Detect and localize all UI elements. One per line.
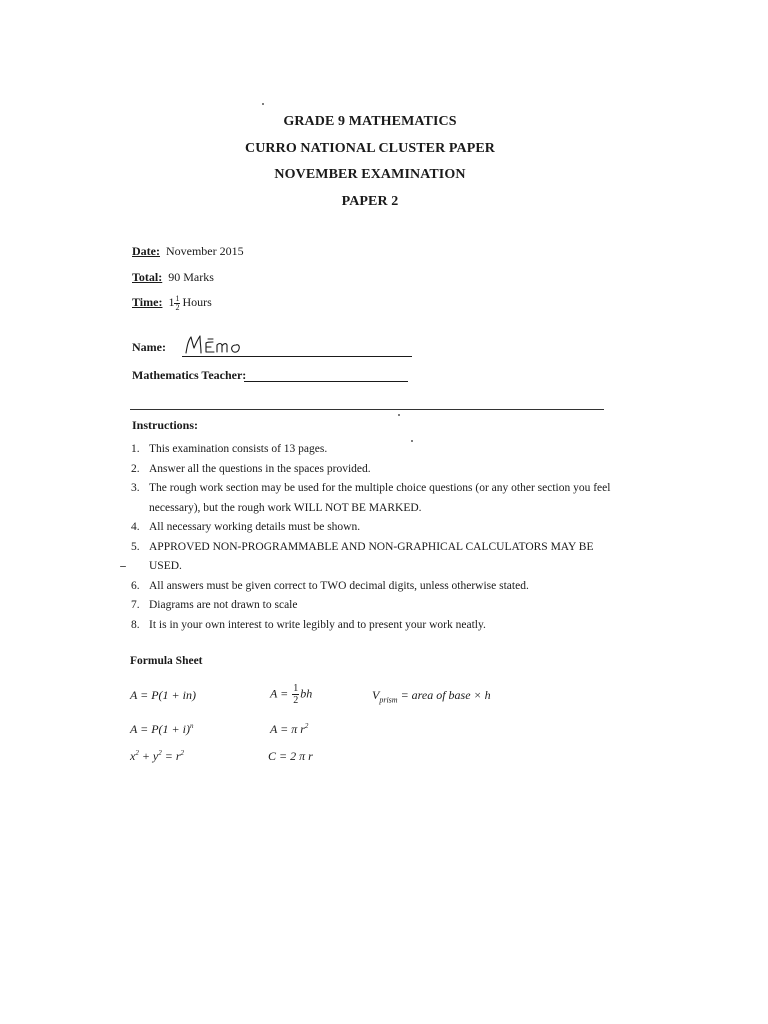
title-subject: GRADE 9 MATHEMATICS xyxy=(283,114,457,129)
compound-interest-exponent: n xyxy=(189,722,194,730)
total-value: 90 Marks xyxy=(168,269,214,284)
circle-area-exponent: 2 xyxy=(304,722,309,730)
prism-volume-subscript: prism xyxy=(379,695,398,705)
name-row xyxy=(132,340,422,360)
list-item xyxy=(131,577,621,597)
triangle-area-denominator: 2 xyxy=(293,695,299,706)
total-label: Total: xyxy=(132,269,163,284)
triangle-area-prefix: A = xyxy=(270,686,289,701)
prism-volume-symbol: V xyxy=(372,688,380,702)
instructions-heading: Instructions: xyxy=(132,418,199,432)
teacher-label: Mathematics Teacher: xyxy=(132,368,247,382)
scan-speck xyxy=(398,414,400,416)
section-divider xyxy=(130,409,604,410)
list-item xyxy=(131,440,621,460)
triangle-area-numerator: 1 xyxy=(293,683,299,694)
formula-circle-area xyxy=(270,722,308,737)
triangle-area-suffix: bh xyxy=(300,686,313,701)
compound-interest-base: A = P(1 + i) xyxy=(130,722,190,736)
instruction-text: The rough work section may be used for the multiple choice questions (or any other section you feel necessary), but the rough work WILL NOT BE MARKED. xyxy=(149,482,611,514)
teacher-row xyxy=(132,368,422,388)
instruction-number: 3. xyxy=(131,482,140,494)
list-item xyxy=(131,596,621,616)
instruction-number: 8. xyxy=(131,618,140,631)
instruction-number: 4. xyxy=(131,521,140,533)
instruction-text: It is in your own interest to write legibly and to present your work neatly. xyxy=(149,618,486,631)
title-examination: NOVEMBER EXAMINATION xyxy=(274,167,466,182)
formula-simple-interest: A = P(1 + in) xyxy=(130,688,196,702)
formula-sheet-heading: Formula Sheet xyxy=(130,655,203,667)
circle-eq-x: x xyxy=(130,749,136,763)
circle-eq-y: + y xyxy=(138,749,159,763)
circle-eq-r-exp: 2 xyxy=(180,749,185,757)
list-item xyxy=(131,538,621,577)
name-underline xyxy=(182,356,412,357)
instruction-text: Diagrams are not drawn to scale xyxy=(149,599,298,611)
formula-circumference: C = 2 π r xyxy=(268,749,313,763)
circle-area-base: A = π r xyxy=(270,722,305,736)
instruction-number: 1. xyxy=(131,443,140,455)
time-unit: Hours xyxy=(182,295,212,309)
time-label: Time: xyxy=(132,295,163,309)
title-paper-name: CURRO NATIONAL CLUSTER PAPER xyxy=(244,140,496,156)
prism-volume-expression: = area of base × h xyxy=(397,688,491,702)
formula-triangle-area xyxy=(270,683,312,706)
instruction-text: All answers must be given correct to TWO decimal digits, unless otherwise stated. xyxy=(149,579,529,592)
date-row xyxy=(132,244,244,270)
list-item xyxy=(131,479,621,518)
handwritten-name xyxy=(184,334,254,356)
instruction-text: All necessary working details must be shown. xyxy=(149,521,361,533)
time-fraction-denominator: 2 xyxy=(175,303,180,312)
formula-compound-interest xyxy=(130,722,193,737)
time-row xyxy=(132,295,244,321)
instruction-number: 6. xyxy=(131,579,140,592)
formula-circle-equation xyxy=(130,749,184,764)
list-item xyxy=(131,616,621,636)
instruction-number: 2. xyxy=(131,462,140,475)
list-item xyxy=(131,460,621,480)
scan-speck xyxy=(411,440,413,442)
formula-prism-volume xyxy=(372,688,491,704)
instruction-number: 7. xyxy=(131,599,140,611)
time-fraction-numerator: 1 xyxy=(175,294,180,303)
name-label: Name: xyxy=(132,340,166,354)
total-row xyxy=(132,270,244,296)
date-label: Date: xyxy=(132,244,160,258)
time-fraction xyxy=(174,295,180,312)
circle-eq-r: = r xyxy=(161,749,181,763)
instruction-number: 5. xyxy=(131,540,140,553)
instruction-text: This examination consists of 13 pages. xyxy=(149,443,328,455)
circle-eq-x-exp: 2 xyxy=(135,749,139,757)
title-paper-number: PAPER 2 xyxy=(341,193,399,209)
exam-meta xyxy=(132,244,244,321)
teacher-underline xyxy=(244,381,408,382)
list-item xyxy=(131,518,621,538)
date-value: November 2015 xyxy=(165,244,244,258)
instruction-text: Answer all the questions in the spaces provided. xyxy=(149,462,371,475)
scan-speck xyxy=(262,103,264,105)
circle-eq-y-exp: 2 xyxy=(158,749,162,757)
time-whole: 1 xyxy=(168,295,175,309)
scan-speck xyxy=(120,566,126,567)
instructions-list xyxy=(131,440,621,635)
title-block xyxy=(0,112,740,218)
triangle-area-fraction xyxy=(292,683,299,706)
instruction-text: APPROVED NON-PROGRAMMABLE AND NON-GRAPHICAL CALCULATORS MAY BE USED. xyxy=(149,540,594,572)
